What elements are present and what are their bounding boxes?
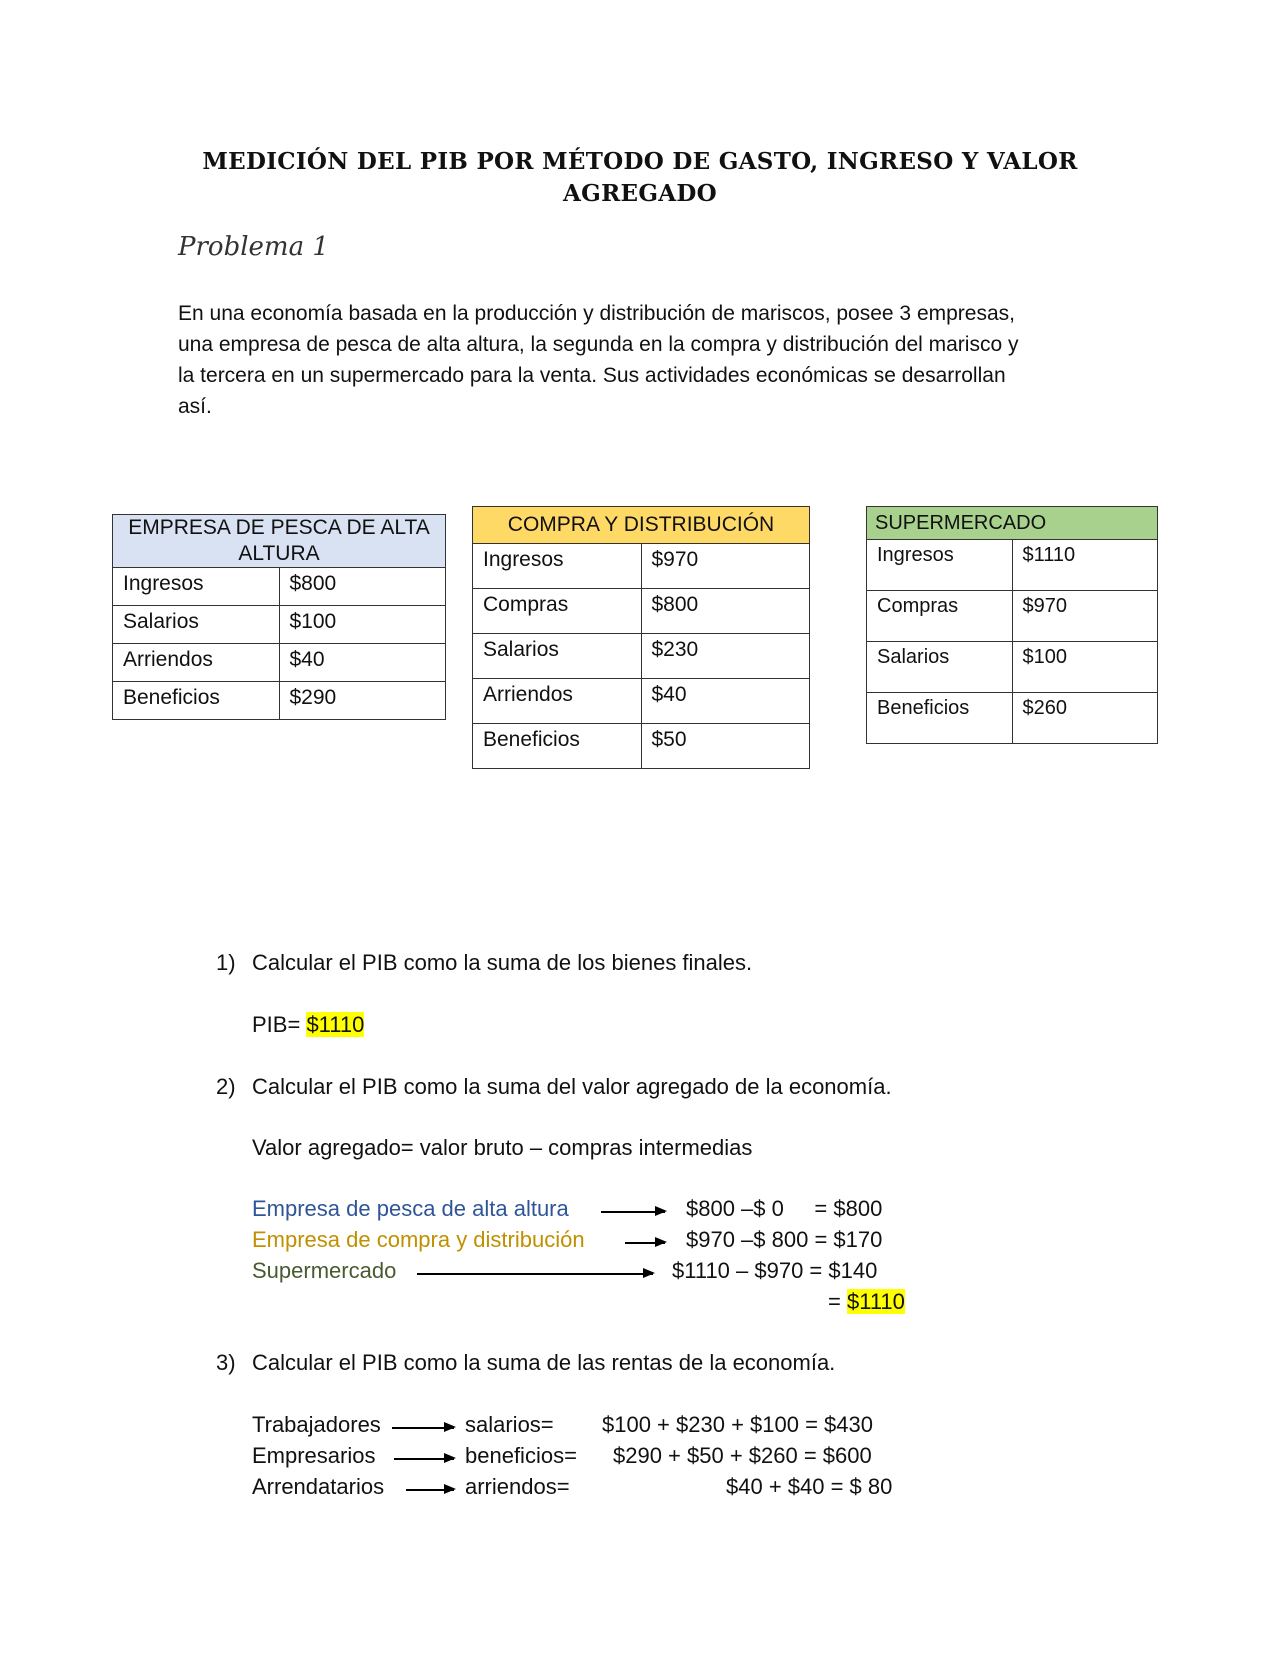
- problem-subtitle: Problema 1: [178, 232, 329, 262]
- row-value: $100: [279, 606, 446, 644]
- arrow-icon: [406, 1489, 454, 1491]
- table-row: [473, 544, 810, 589]
- income-row-concept: salarios=: [465, 1412, 554, 1437]
- table-row: [113, 682, 446, 720]
- question-text: Calcular el PIB como la suma de los bienes finales.: [252, 950, 753, 975]
- table-row: [473, 679, 810, 724]
- row-value: $1110: [1012, 540, 1158, 591]
- va-row-label: Empresa de pesca de alta altura: [252, 1196, 569, 1221]
- va-row-label: Empresa de compra y distribución: [252, 1227, 585, 1252]
- table-row: [113, 568, 446, 606]
- row-label: Ingresos: [113, 568, 280, 606]
- question-1: [216, 950, 752, 976]
- income-row-calc: $100 + $230 + $100 = $430: [602, 1412, 873, 1437]
- va-row-calc: $800 –$ 0 = $800: [686, 1196, 883, 1221]
- va-row-label: Supermercado: [252, 1258, 397, 1283]
- income-row-concept: beneficios=: [465, 1443, 577, 1468]
- answer-label: PIB=: [252, 1012, 301, 1037]
- row-value: $800: [279, 568, 446, 606]
- table-row: [473, 589, 810, 634]
- row-label: Salarios: [473, 634, 642, 679]
- row-label: Arriendos: [113, 644, 280, 682]
- row-label: Ingresos: [473, 544, 642, 589]
- table-pesca: [112, 514, 446, 720]
- row-value: $100: [1012, 642, 1158, 693]
- income-row-label: Empresarios: [252, 1443, 376, 1468]
- va-row-calc: $1110 – $970 = $140: [672, 1258, 878, 1283]
- question-number: 2): [216, 1074, 236, 1099]
- row-value: $970: [1012, 591, 1158, 642]
- row-value: $40: [641, 679, 810, 724]
- question-text: Calcular el PIB como la suma de las rentas de la economía.: [252, 1350, 836, 1375]
- table-row: [867, 540, 1158, 591]
- table-row: [113, 606, 446, 644]
- total-prefix: =: [828, 1289, 841, 1314]
- income-row-calc: $40 + $40 = $ 80: [726, 1474, 893, 1499]
- arrow-icon: [601, 1211, 665, 1213]
- row-label: Compras: [473, 589, 642, 634]
- question-2: [216, 1074, 892, 1100]
- question-3: [216, 1350, 835, 1376]
- row-label: Compras: [867, 591, 1013, 642]
- row-value: $40: [279, 644, 446, 682]
- row-value: $50: [641, 724, 810, 769]
- income-row-label: Arrendatarios: [252, 1474, 385, 1499]
- problem-intro-paragraph: En una economía basada en la producción y distribución de mariscos, posee 3 empresas, una empresa de pesca de alta altura, la segunda en la compra y distribución del marisco y la tercera en un supermercado para la venta. Sus actividades económicas se desarrollan así.: [178, 302, 1019, 418]
- row-value: $970: [641, 544, 810, 589]
- income-row-concept: arriendos=: [465, 1474, 570, 1499]
- row-label: Arriendos: [473, 679, 642, 724]
- table-supermercado: [866, 506, 1158, 744]
- answer-value-highlighted: $1110: [306, 1012, 365, 1037]
- row-value: $260: [1012, 693, 1158, 744]
- arrow-icon: [392, 1427, 454, 1429]
- row-value: $230: [641, 634, 810, 679]
- row-label: Ingresos: [867, 540, 1013, 591]
- document-title: MEDICIÓN DEL PIB POR MÉTODO DE GASTO, INGRESO Y VALOR AGREGADO: [202, 148, 1078, 207]
- total-value-highlighted: $1110: [846, 1289, 905, 1314]
- va-total: [828, 1289, 905, 1315]
- question-text: Calcular el PIB como la suma del valor agregado de la economía.: [252, 1074, 892, 1099]
- income-row-calc: $290 + $50 + $260 = $600: [613, 1443, 872, 1468]
- table-row: [113, 644, 446, 682]
- question-number: 3): [216, 1350, 236, 1375]
- row-label: Beneficios: [113, 682, 280, 720]
- table-row: [473, 724, 810, 769]
- q1-answer: [252, 1012, 364, 1038]
- table-pesca-header: EMPRESA DE PESCA DE ALTA ALTURA: [113, 515, 446, 568]
- question-number: 1): [216, 950, 236, 975]
- table-supermercado-header: SUPERMERCADO: [867, 507, 1158, 540]
- row-label: Salarios: [867, 642, 1013, 693]
- table-distribucion-header: COMPRA Y DISTRIBUCIÓN: [473, 507, 810, 544]
- row-value: $800: [641, 589, 810, 634]
- income-row-label: Trabajadores: [252, 1412, 381, 1437]
- arrow-icon: [394, 1458, 454, 1460]
- row-label: Salarios: [113, 606, 280, 644]
- row-value: $290: [279, 682, 446, 720]
- table-row: [867, 693, 1158, 744]
- row-label: Beneficios: [473, 724, 642, 769]
- va-row-calc: $970 –$ 800 = $170: [686, 1227, 883, 1252]
- arrow-icon: [625, 1242, 665, 1244]
- arrow-icon: [417, 1273, 653, 1275]
- table-row: [867, 591, 1158, 642]
- value-added-formula: Valor agregado= valor bruto – compras intermedias: [252, 1135, 753, 1160]
- table-row: [473, 634, 810, 679]
- table-row: [867, 642, 1158, 693]
- table-distribucion: [472, 506, 810, 769]
- row-label: Beneficios: [867, 693, 1013, 744]
